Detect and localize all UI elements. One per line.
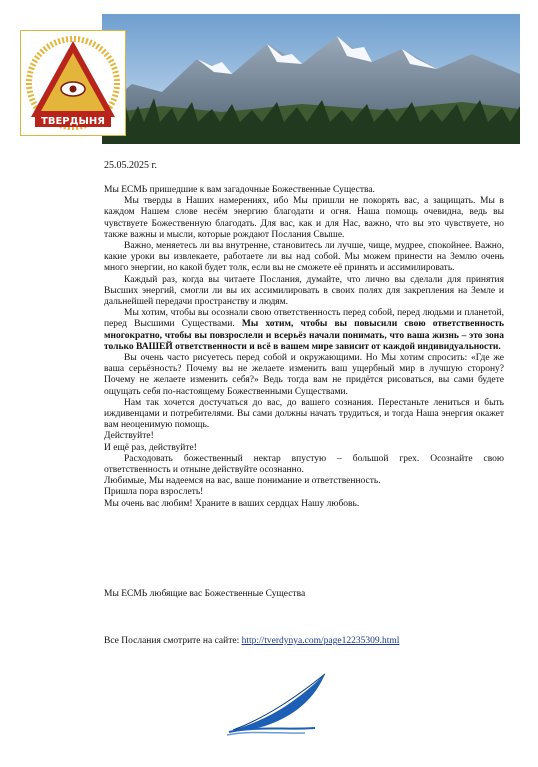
paragraph: Пришла пора взрослеть!: [104, 487, 204, 498]
paragraph: Действуйте!: [104, 431, 154, 442]
signature: Мы ЕСМЬ любящие вас Божественные Существа: [104, 589, 306, 599]
tverdynya-logo: [20, 30, 126, 136]
paragraph: Мы очень вас любим! Храните в ваших сердцах Нашу любовь.: [104, 498, 360, 509]
paragraph: Нам так хочется достучаться до вас, до вашего сознания. Перестаньте лениться и быть иждивенцами и потребителями. Вы сами должны начать трудиться, и тогда Наша энергия окажет вам неоценимую помощь.: [104, 397, 504, 431]
paragraph: И ещё раз, действуйте!: [104, 442, 197, 453]
paragraph: Важно, меняетесь ли вы внутренне, становитесь ли лучше, чище, мудрее, спокойнее. Важно, какие уроки вы извлекаете, работаете ли вы над собой. Мы можем принести на Землю очень много энергии, но какой будет толк, если вы не сможете её принять и ассимилировать.: [104, 241, 504, 274]
feather-quill-icon: [225, 668, 335, 738]
paragraph-emphasis: [104, 308, 504, 353]
letter-date: 25.05.2025 г.: [104, 160, 157, 171]
site-reference: [104, 636, 399, 646]
mountain-banner-image: [102, 14, 520, 144]
letter-body: [104, 180, 504, 510]
paragraph: Любимые, Мы надеемся на вас, ваше понимание и ответственность.: [104, 476, 381, 487]
header: [20, 14, 520, 146]
paragraph: Мы тверды в Наших намерениях, ибо Мы пришли не покорять вас, а защищать. Мы в каждом Нашем слове несём энергию благодати и огня. Наша помощь очевидна, ведь вы чувствуете Божественную благодать. Для вас, как и для Нас, важно, что вы это чувствуете, но также важны и мысли, которые рождают Послания Свыше.: [104, 196, 504, 240]
svg-text:ТВЕРДЫНЯ: ТВЕРДЫНЯ: [41, 116, 105, 127]
site-label: Все Послания смотрите на сайте:: [104, 636, 240, 646]
bold-text: Мы хотим, чтобы вы повысили свою ответственность многократно, чтобы вы повзрослели и всерьёз начали понимать, что ваша жизнь – это зона только ВАШЕЙ ответственности и всё в вашем мире зависит от каждой индивидуальности.: [104, 319, 504, 352]
paragraph-intro: Мы ЕСМЬ пришедшие к вам загадочные Божественные Существа.: [104, 185, 375, 195]
paragraph-text: Мы хотим, чтобы вы осознали свою ответственность перед собой, перед людьми и планетой, перед Высшими Существами.: [104, 308, 504, 330]
paragraph: Вы очень часто рисуетесь перед собой и окружающими. Но Мы хотим спросить: «Где же ваша серьёзность? Почему вы не желаете изменить ваш ущербный мир в лучшую сторону? Почему не желаете изменить себя?» Ведь тогда вам не придётся рисоваться, вы сами будете ощущать себя по-настоящему Божественными Существами.: [104, 353, 504, 397]
paragraph: Расходовать божественный нектар впустую – большой грех. Осознайте свою ответственность и отныне действуйте осознанно.: [104, 453, 504, 476]
site-link[interactable]: http://tverdynya.com/page12235309.html: [241, 636, 400, 646]
paragraph: Каждый раз, когда вы читаете Послания, думайте, что лично вы сделали для принятия Высших энергий, смогли ли вы их ассимилировать в своих полях для закрепления на Земле и дальнейшей передачи пространству и людям.: [104, 274, 504, 308]
